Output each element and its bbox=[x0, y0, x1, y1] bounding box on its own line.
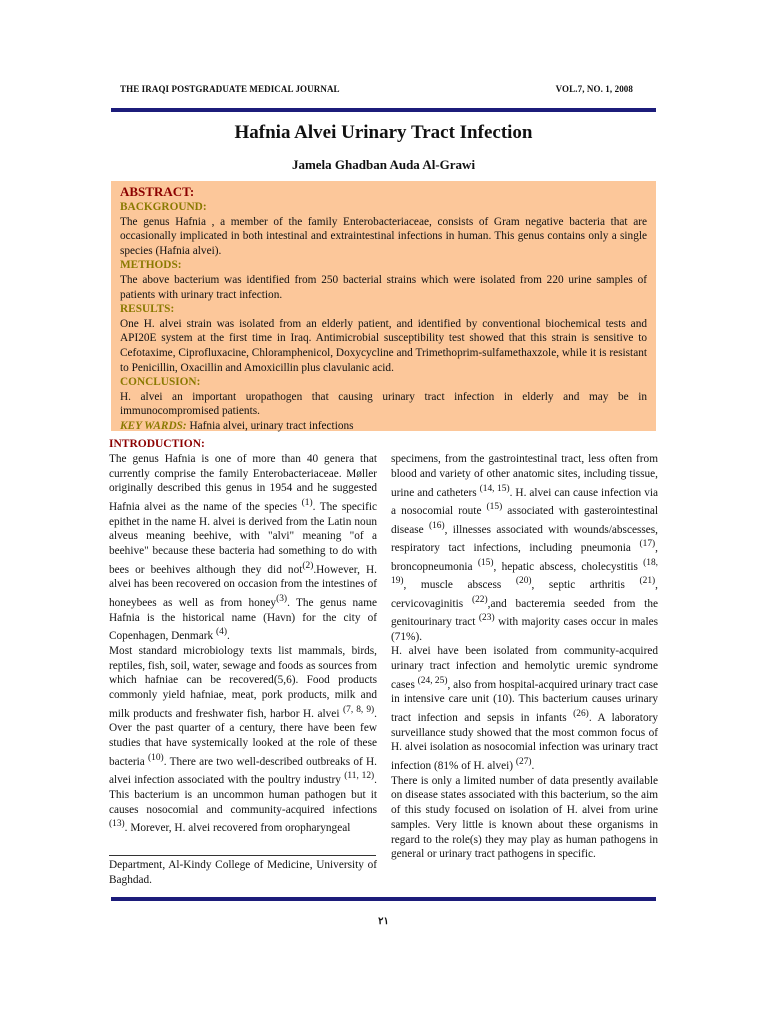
right-column bbox=[391, 452, 658, 862]
citation: (11, 12) bbox=[344, 771, 375, 782]
citation: (20) bbox=[515, 576, 532, 587]
citation: (27) bbox=[515, 757, 532, 768]
header-rule bbox=[111, 108, 656, 112]
citation: (10) bbox=[148, 752, 164, 763]
abstract-heading: ABSTRACT: bbox=[120, 184, 195, 199]
background-heading: BACKGROUND: bbox=[120, 201, 207, 213]
intro-paragraph-4: H. alvei have been isolated from community-acquired urinary tract infection and hemolytic uremic syndrome cases $^{(24, 25)}$, also from hospital-acquired urinary tract case in intensive care unit (10). This bacterium causes urinary tract infection and sepsis in infants $^{(26)}$. A laboratory surveillance study showed that the most common focus of H. alvei isolation as nosocomial infection was urinary tract infection (81% of H. alvei) $^{(27)}$. bbox=[391, 645, 658, 772]
affiliation-footnote: Department, Al-Kindy College of Medicine, University of Baghdad. bbox=[109, 859, 377, 886]
page-number: ٢١ bbox=[378, 916, 389, 927]
citation: (22) bbox=[471, 594, 488, 605]
citation: (14, 15) bbox=[479, 483, 510, 494]
results-text: One H. alvei strain was isolated from an elderly patient, and identified by conventional biochemical tests and API20E system at the first time in Iraq. Antimicrobial susceptibility test showed that this strain is sensitive to Cefotaxime, Ciprofluxacine, Chloramphenicol, Doxycycline and Trimethoprim-sulfamethaxzole, while it is resistant to Penicillin, Oxacillin and Amoxicillin plus clavulanic acid. bbox=[120, 317, 647, 374]
conclusion-heading: CONCLUSION: bbox=[120, 376, 201, 389]
citation: (1) bbox=[301, 498, 313, 508]
citation: (15) bbox=[486, 502, 503, 513]
keywords-line bbox=[120, 419, 647, 434]
citation: (17) bbox=[639, 539, 656, 550]
citation: (18, 19) bbox=[391, 557, 659, 587]
citation: (26) bbox=[573, 709, 589, 720]
methods-text: The above bacterium was identified from 250 bacterial strains which were isolated from 220 urine samples of patients with urinary tract infection. bbox=[120, 273, 647, 301]
journal-name: THE IRAQI POSTGRADUATE MEDICAL JOURNAL bbox=[120, 84, 340, 94]
citation: (2) bbox=[302, 560, 314, 571]
keywords-text: Hafnia alvei, urinary tract infections bbox=[186, 419, 354, 432]
article-title: Hafnia Alvei Urinary Tract Infection bbox=[234, 122, 533, 143]
citation: (3) bbox=[276, 594, 288, 605]
abstract-box bbox=[111, 181, 656, 431]
intro-paragraph-5: There is only a limited number of data presently available on disease states associated with this bacterium, so the aim of this study focused on isolation of H. alvei from urine samples. Very little is known about these organisms in regard to the role(s) they may play as human pathogens in general or urinary tract pathogens in specific. bbox=[391, 774, 658, 861]
intro-paragraph-2: Most standard microbiology texts list mammals, birds, reptiles, fish, soil, water, sewage and foods as sources from which hafniae can be recovered(5,6). Food products commonly yield hafniae, meat, pork products, milk and milk products and freshwater fish, harbor H. alvei $^{(7, 8, 9)}$. Over the past quarter of a century, there have been few studies that have systemically looked at the role of these bacteria $^{(10)}$. There are two well-described outbreaks of H. alvei infection associated with the poultry industry $^{(11, 12)}$. This bacterium is an uncommon human pathogen but it causes nosocomial and community-acquired infections $^{(13)}$. Morever, H. alvei recovered from oropharyngeal bbox=[109, 644, 377, 835]
citation: (7, 8, 9) bbox=[342, 704, 375, 715]
methods-heading: METHODS: bbox=[120, 259, 182, 272]
footnote-rule bbox=[109, 855, 376, 856]
background-text: The genus Hafnia , a member of the family Enterobacteriaceae, consists of Gram negative bacteria that are occasionally implicated in both intestinal and extraintestinal infections in human. This genus contains only a single species (Hafnia alvei). bbox=[120, 215, 647, 257]
article-author: Jamela Ghadban Auda Al-Grawi bbox=[291, 157, 476, 172]
citation: (24, 25) bbox=[417, 675, 448, 686]
intro-paragraph-3: specimens, from the gastrointestinal tract, less often from blood and variety of other anatomic sites, including tissue, urine and catheters $^{(14, 15)}$. H. alvei can cause infection via a nosocomial route $^{(15)}$ associated with gasterointestinal disease $^{(16)}$, illnesses associated with wounds/abscesses, respiratory tact infections, including pneumonia $^{(17)}$, broncopneumonia $^{(15)}$, hepatic abscess, cholecystitis $^{(18, 19)}$, muscle abscess $^{(20)}$, septic arthritis $^{(21)}$, cervicovaginitis $^{(22)}$,and bacteremia seeded from the genitourinary tract $^{(23)}$ with majority cases occur in males (71%). bbox=[391, 453, 659, 643]
citation: (21) bbox=[639, 576, 656, 587]
citation: (16) bbox=[428, 520, 445, 531]
introduction-heading: INTRODUCTION: bbox=[109, 438, 205, 450]
left-column bbox=[109, 437, 377, 836]
citation: (13) bbox=[109, 819, 125, 830]
intro-paragraph-1: The genus Hafnia is one of more than 40 genera that currently comprise the family Enterobacteriaceae. Møller originally described this genus in 1954 and he suggested Hafnia alvei as the name of the species $^{(1)}$. The specific epithet in the name H. alvei is derived from the Latin noun alveus meaning beehive, with "alvi" meaning "of a beehive" because these bacteria had something to do with bees or beehives although they did not$^{(2)}$.However, H. alvei has been recovered on occasion from the intestines of honeybees as well as from honey$^{(3)}$. The genus name Hafnia is the historical name (Havn) for the city of Copenhagen, Denmark $^{(4)}$. bbox=[109, 452, 378, 643]
citation: (4) bbox=[215, 627, 227, 638]
citation: (23) bbox=[478, 613, 495, 624]
citation: (15) bbox=[477, 557, 494, 568]
footer-rule bbox=[111, 897, 656, 901]
journal-volume: VOL.7, NO. 1, 2008 bbox=[555, 84, 633, 94]
results-heading: RESULTS: bbox=[120, 303, 175, 316]
conclusion-text: H. alvei an important uropathogen that causing urinary tract infection in elderly and may be in immunocompromised patients. bbox=[120, 390, 647, 418]
keywords-heading: KEY WARDS: bbox=[120, 419, 187, 432]
